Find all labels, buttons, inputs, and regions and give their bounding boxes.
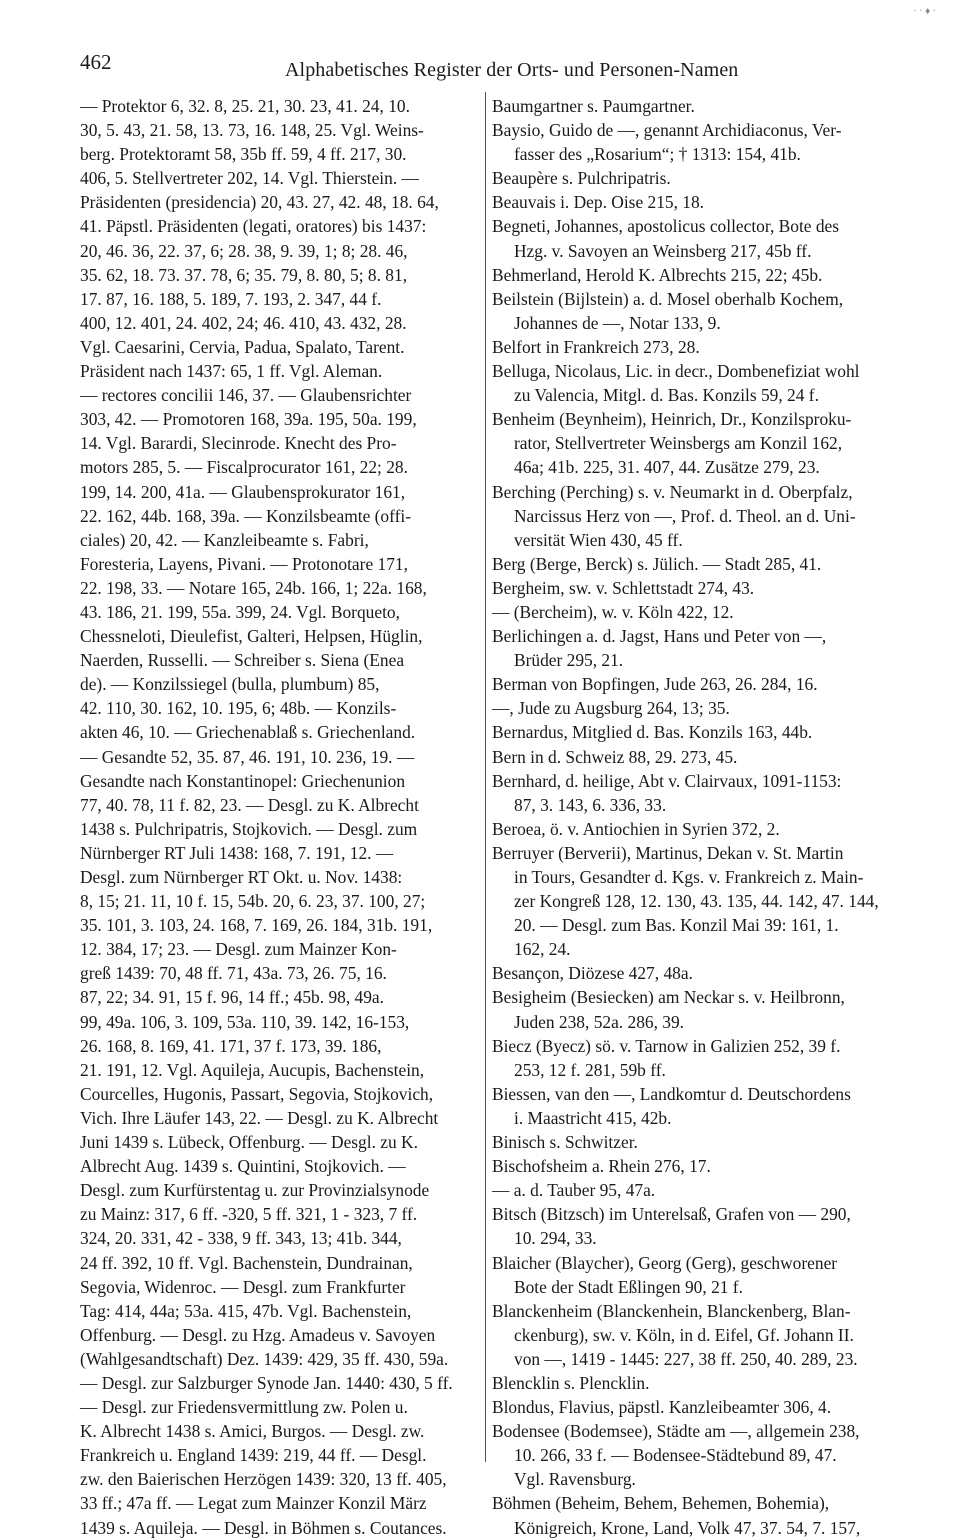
index-entry: Bern in d. Schweiz 88, 29. 273, 45. — [492, 746, 738, 767]
index-line: 199, 14. 200, 41a. — Glaubensprokurator 161, — [80, 481, 406, 502]
index-entry: Blondus, Flavius, päpstl. Kanzleibeamter 306, 4. — [492, 1397, 832, 1418]
index-entry: Biecz (Byecz) sö. v. Tarnow in Galizien 252, 39 f. — [492, 1035, 841, 1056]
index-entry-continuation: i. Maastricht 415, 42b. — [514, 1107, 672, 1128]
index-line: 33 ff.; 47a ff. — Legat zum Mainzer Konzil März — [80, 1493, 427, 1514]
index-entry-continuation: 20. — Desgl. zum Bas. Konzil Mai 39: 161, 1. — [514, 915, 839, 936]
index-entry: Beroea, ö. v. Antiochien in Syrien 372, 2. — [492, 818, 780, 839]
index-entry-continuation: Narcissus Herz von —, Prof. d. Theol. an d. Uni- — [514, 505, 856, 526]
index-entry: Berg (Berge, Berck) s. Jülich. — Stadt 285, 41. — [492, 553, 822, 574]
index-line: 35. 101, 3. 103, 24. 168, 7. 169, 26. 184, 31b. 191, — [80, 915, 433, 936]
index-line: 14. Vgl. Barardi, Slecinrode. Knecht des Pro- — [80, 433, 397, 454]
index-entry-continuation: Brüder 295, 21. — [514, 650, 624, 671]
index-line: Juni 1439 s. Lübeck, Offenburg. — Desgl. zu K. — [80, 1132, 418, 1153]
index-line: zw. den Baierischen Herzögen 1439: 320, 13 ff. 405, — [80, 1469, 447, 1490]
index-entry: — a. d. Tauber 95, 47a. — [492, 1180, 656, 1201]
index-entry-continuation: ckenburg), sw. v. Köln, in d. Eifel, Gf. Johann II. — [514, 1324, 854, 1345]
index-line: 77, 40. 78, 11 f. 82, 23. — Desgl. zu K. Albrecht — [80, 794, 419, 815]
index-line: zu Mainz: 317, 6 ff. -320, 5 ff. 321, 1 - 323, 7 ff. — [80, 1204, 418, 1225]
index-line: Nürnberger RT Juli 1438: 168, 7. 191, 12. — — [80, 842, 394, 863]
page-number: 462 — [80, 50, 112, 74]
index-line: — rectores concilii 146, 37. — Glaubensrichter — [80, 385, 412, 406]
index-line: 303, 42. — Promotoren 168, 39a. 195, 50a. 199, — [80, 409, 417, 430]
index-line: 1439 s. Aquileja. — Desgl. in Böhmen s. Coutances. — [80, 1517, 447, 1538]
index-line: 20, 46. 36, 22. 37, 6; 28. 38, 9. 39, 1; 8; 28. 46, — [80, 240, 408, 261]
index-line: Courcelles, Hugonis, Passart, Segovia, Stojkovich, — [80, 1083, 434, 1104]
index-line: — Gesandte 52, 35. 87, 46. 191, 10. 236, 19. — — [80, 746, 415, 767]
index-entry-continuation: Johannes de —, Notar 133, 9. — [514, 312, 721, 333]
index-line: Gesandte nach Konstantinopel: Griechenunion — [80, 770, 406, 791]
index-entry: Biessen, van den —, Landkomtur d. Deutschordens — [492, 1083, 851, 1104]
index-entry: Benheim (Beynheim), Heinrich, Dr., Konzilsproku- — [492, 409, 852, 430]
index-entry-continuation: rator, Stellvertreter Weinsbergs am Konzil 162, — [514, 433, 843, 454]
index-entry-continuation: Juden 238, 52a. 286, 39. — [514, 1011, 685, 1032]
right-column — [492, 94, 912, 1540]
corner-mark: · · ♦ · — [913, 6, 936, 17]
index-entry-continuation: 10. 294, 33. — [514, 1228, 597, 1249]
index-line: 41. Päpstl. Präsidenten (legati, oratores) bis 1437: — [80, 216, 427, 237]
index-entry: —, Jude zu Augsburg 264, 13; 35. — [492, 698, 730, 719]
index-line: greß 1439: 70, 48 ff. 71, 43a. 73, 26. 75, 16. — [80, 963, 387, 984]
index-entry: — (Bercheim), w. v. Köln 422, 12. — [492, 601, 734, 622]
index-line: 22. 198, 33. — Notare 165, 24b. 166, 1; 22a. 168, — [80, 577, 427, 598]
index-entry-continuation: 162, 24. — [514, 939, 571, 960]
index-line: 26. 168, 8. 169, 41. 171, 37 f. 173, 39. 186, — [80, 1035, 382, 1056]
index-line: Albrecht Aug. 1439 s. Quintini, Stojkovich. — — [80, 1156, 406, 1177]
index-line: Desgl. zum Kurfürstentag u. zur Provinzialsynode — [80, 1180, 430, 1201]
index-line: Vgl. Caesarini, Cervia, Padua, Spalato, Tarent. — [80, 336, 405, 357]
index-line: 42. 110, 30. 162, 10. 195, 6; 48b. — Konzils- — [80, 698, 397, 719]
index-line: 17. 87, 16. 188, 5. 189, 7. 193, 2. 347, 44 f. — [80, 288, 382, 309]
index-entry-continuation: 10. 266, 33 f. — Bodensee-Städtebund 89, 47. — [514, 1445, 837, 1466]
index-line: Naerden, Russelli. — Schreiber s. Siena (Enea — [80, 650, 405, 671]
index-entry-continuation: von —, 1419 - 1445: 227, 38 ff. 250, 40. 289, 23. — [514, 1348, 858, 1369]
index-line: Frankreich u. England 1439: 219, 44 ff. — Desgl. — [80, 1445, 427, 1466]
index-entry: Besançon, Diözese 427, 48a. — [492, 963, 693, 984]
index-entry: Belfort in Frankreich 273, 28. — [492, 336, 700, 357]
index-line: 43. 186, 21. 199, 55a. 399, 24. Vgl. Borqueto, — [80, 601, 400, 622]
index-entry: Blencklin s. Plencklin. — [492, 1372, 650, 1393]
index-line: 99, 49a. 106, 3. 109, 53a. 110, 39. 142, 16-153, — [80, 1011, 410, 1032]
index-entry-continuation: Vgl. Ravensburg. — [514, 1469, 636, 1490]
index-entry: Behmerland, Herold K. Albrechts 215, 22; 45b. — [492, 264, 823, 285]
index-line: 8, 15; 21. 11, 10 f. 15, 54b. 20, 6. 23, 37. 100, 27; — [80, 891, 426, 912]
running-head: Alphabetisches Register der Orts- und Personen-Namen — [285, 59, 739, 81]
index-entry-continuation: versität Wien 430, 45 ff. — [514, 529, 683, 550]
index-line: Präsidenten (presidencia) 20, 43. 27, 42. 48, 18. 64, — [80, 192, 439, 213]
index-line: 87, 22; 34. 91, 15 f. 96, 14 ff.; 45b. 98, 49a. — [80, 987, 384, 1008]
index-line: Vich. Ihre Läufer 143, 22. — Desgl. zu K. Albrecht — [80, 1107, 439, 1128]
index-entry: Bergheim, sw. v. Schlettstadt 274, 43. — [492, 577, 755, 598]
index-entry: Blanckenheim (Blanckenhein, Blanckenberg, Blan- — [492, 1300, 851, 1321]
index-entry-continuation: zer Kongreß 128, 12. 130, 43. 135, 44. 142, 47. 144, — [514, 891, 879, 912]
index-entry: Berruyer (Berverii), Martinus, Dekan v. St. Martin — [492, 842, 844, 863]
column-divider — [485, 92, 486, 1462]
index-line: Offenburg. — Desgl. zu Hzg. Amadeus v. Savoyen — [80, 1324, 436, 1345]
index-line: (Wahlgesandtschaft) Dez. 1439: 429, 35 ff. 430, 59a. — [80, 1348, 449, 1369]
left-column — [80, 94, 476, 1540]
index-entry: Blaicher (Blaycher), Georg (Gerg), geschworener — [492, 1252, 838, 1273]
index-entry: Binisch s. Schwitzer. — [492, 1132, 638, 1153]
index-line: Desgl. zum Nürnberger RT Okt. u. Nov. 1438: — [80, 867, 403, 887]
index-entry-continuation: Hzg. v. Savoyen an Weinsberg 217, 45b ff. — [514, 240, 812, 261]
index-line: Tag: 414, 44a; 53a. 415, 47b. Vgl. Bachenstein, — [80, 1300, 412, 1321]
index-entry: Bitsch (Bitzsch) im Unterelsaß, Grafen von — 290, — [492, 1204, 851, 1225]
index-entry: Berlichingen a. d. Jagst, Hans und Peter von —, — [492, 626, 827, 647]
index-line: Segovia, Widenroc. — Desgl. zum Frankfurter — [80, 1276, 406, 1297]
index-entry-continuation: 46a; 41b. 225, 31. 407, 44. Zusätze 279, 23. — [514, 457, 820, 478]
index-line: K. Albrecht 1438 s. Amici, Burgos. — Desgl. zw. — [80, 1421, 425, 1442]
index-line: 400, 12. 401, 24. 402, 24; 46. 410, 43. 432, 28. — [80, 312, 407, 333]
index-line: 406, 5. Stellvertreter 202, 14. Vgl. Thierstein. — — [80, 168, 419, 189]
index-entry-continuation: Königreich, Krone, Land, Volk 47, 37. 54, 7. 157, — [514, 1517, 861, 1538]
index-line: 35. 62, 18. 73. 37. 78, 6; 35. 79, 8. 80, 5; 8. 81, — [80, 264, 408, 285]
index-entry: Beauvais i. Dep. Oise 215, 18. — [492, 192, 705, 213]
index-line: Präsident nach 1437: 65, 1 ff. Vgl. Aleman. — [80, 361, 383, 382]
index-entry: Beilstein (Bijlstein) a. d. Mosel oberhalb Kochem, — [492, 288, 844, 309]
index-entry: Bischofsheim a. Rhein 276, 17. — [492, 1156, 711, 1177]
index-entry: Begneti, Johannes, apostolicus collector, Bote des — [492, 216, 840, 237]
index-entry-continuation: 87, 3. 143, 6. 336, 33. — [514, 794, 667, 815]
index-line: Foresteria, Layens, Pivani. — Protonotare 171, — [80, 553, 408, 574]
index-entry-continuation: zu Valencia, Mitgl. d. Bas. Konzils 59, 24 f. — [514, 385, 819, 406]
index-line: 1438 s. Pulchripatris, Stojkovich. — Desgl. zum — [80, 818, 418, 839]
index-line: — Desgl. zur Salzburger Synode Jan. 1440: 430, 5 ff. — [80, 1372, 453, 1393]
index-entry-continuation: in Tours, Gesandter d. Kgs. v. Frankreich z. Main- — [514, 867, 864, 887]
index-line: 22. 162, 44b. 168, 39a. — Konzilsbeamte (offi- — [80, 505, 412, 526]
index-entry-continuation: 253, 12 f. 281, 59b ff. — [514, 1059, 666, 1080]
index-entry: Berman von Bopfingen, Jude 263, 26. 284, 16. — [492, 674, 818, 695]
index-entry: Bernhard, d. heilige, Abt v. Clairvaux, 1091-1153: — [492, 770, 842, 791]
index-entry: Bodensee (Bodemsee), Städte am —, allgemein 238, — [492, 1421, 860, 1442]
index-line: ciales) 20, 42. — Kanzleibeamte s. Fabri, — [80, 529, 369, 550]
index-line: Chessneloti, Dieulefist, Galteri, Helpsen, Hüglin, — [80, 626, 423, 647]
index-entry: Böhmen (Beheim, Behem, Behemen, Bohemia), — [492, 1493, 830, 1514]
index-entry: Beaupère s. Pulchripatris. — [492, 168, 671, 189]
index-line: motors 285, 5. — Fiscalprocurator 161, 22; 28. — [80, 457, 408, 478]
index-line: akten 46, 10. — Griechenablaß s. Griechenland. — [80, 722, 416, 743]
index-entry-continuation: Bote der Stadt Eßlingen 90, 21 f. — [514, 1276, 743, 1297]
index-line: de). — Konzilssiegel (bulla, plumbum) 85, — [80, 674, 380, 695]
index-entry: Baumgartner s. Paumgartner. — [492, 96, 695, 116]
index-line: 324, 20. 331, 42 - 338, 9 ff. 343, 13; 41b. 344, — [80, 1228, 402, 1249]
index-line: 24 ff. 392, 10 ff. Vgl. Bachenstein, Dundrainan, — [80, 1252, 413, 1273]
index-line: — Desgl. zur Friedensvermittlung zw. Polen u. — [80, 1397, 408, 1418]
index-line: 21. 191, 12. Vgl. Aquileja, Aucupis, Bachenstein, — [80, 1059, 425, 1080]
index-entry: Berching (Perching) s. v. Neumarkt in d. Oberpfalz, — [492, 481, 853, 502]
index-line: — Protektor 6, 32. 8, 25. 21, 30. 23, 41. 24, 10. — [80, 96, 410, 116]
index-line: 12. 384, 17; 23. — Desgl. zum Mainzer Kon- — [80, 939, 397, 960]
index-entry: Baysio, Guido de —, genannt Archidiaconus, Ver- — [492, 120, 842, 141]
index-line: berg. Protektoramt 58, 35b ff. 59, 4 ff. 217, 30. — [80, 144, 407, 165]
index-entry: Bernardus, Mitglied d. Bas. Konzils 163, 44b. — [492, 722, 813, 743]
index-line: 30, 5. 43, 21. 58, 13. 73, 16. 148, 25. Vgl. Weins- — [80, 120, 424, 141]
index-entry-continuation: fasser des „Rosarium“; † 1313: 154, 41b. — [514, 144, 801, 165]
index-entry: Besigheim (Besiecken) am Neckar s. v. Heilbronn, — [492, 987, 845, 1008]
index-entry: Belluga, Nicolaus, Lic. in decr., Dombenefiziat wohl — [492, 361, 860, 382]
